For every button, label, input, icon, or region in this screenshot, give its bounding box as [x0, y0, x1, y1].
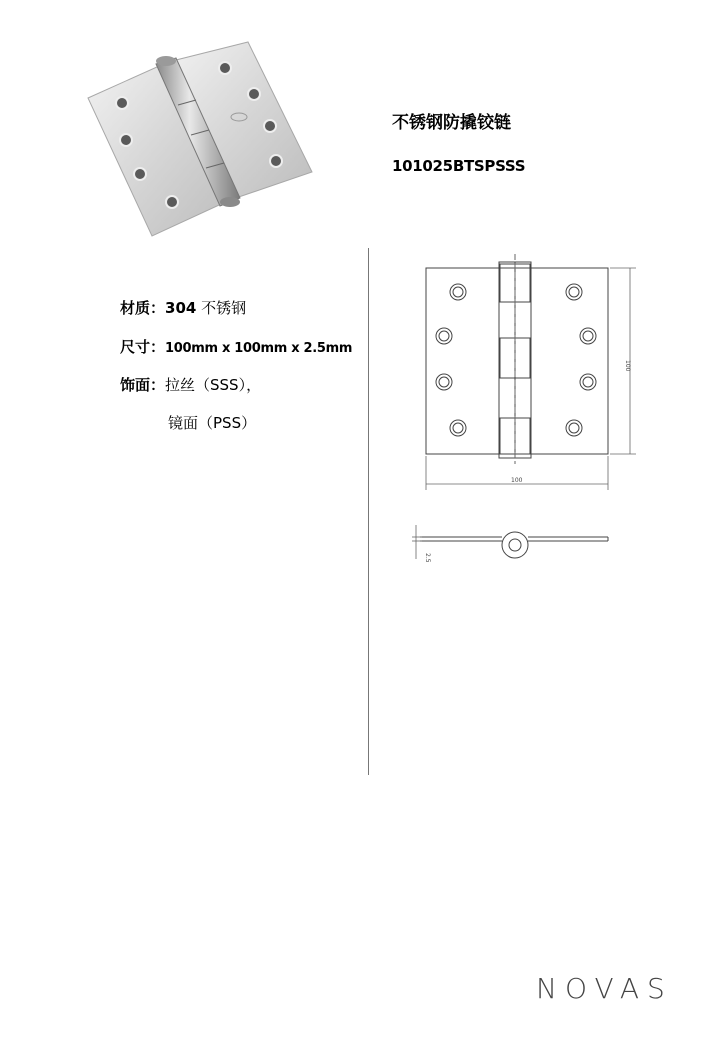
material-text: 不锈钢	[201, 299, 247, 317]
technical-drawing-side	[400, 515, 640, 575]
spec-finish-2	[168, 412, 256, 433]
spec-material	[120, 297, 246, 318]
brand-logo: NOVAS	[536, 972, 673, 1005]
dim-width-label: 100	[511, 477, 523, 484]
product-code: 101025BTSPSSS	[392, 157, 526, 175]
dim-height-label: 100	[624, 360, 631, 372]
finish-value-1: 拉丝（SSS），	[165, 376, 262, 394]
finish-label: 饰面：	[120, 376, 166, 394]
divider	[368, 248, 369, 775]
dim-thickness-label: 2.5	[424, 553, 431, 563]
material-label: 材质：	[120, 299, 166, 317]
spec-finish	[120, 374, 261, 395]
material-grade: 304	[165, 299, 197, 317]
finish-value-2: 镜面（PSS）	[168, 414, 257, 432]
hinge-photo	[80, 40, 320, 240]
technical-drawing-front	[400, 250, 640, 500]
size-label: 尺寸：	[120, 338, 166, 356]
product-title: 不锈钢防撬铰链	[392, 113, 511, 133]
spec-size	[120, 336, 352, 357]
size-value: 100mm x 100mm x 2.5mm	[165, 341, 353, 356]
